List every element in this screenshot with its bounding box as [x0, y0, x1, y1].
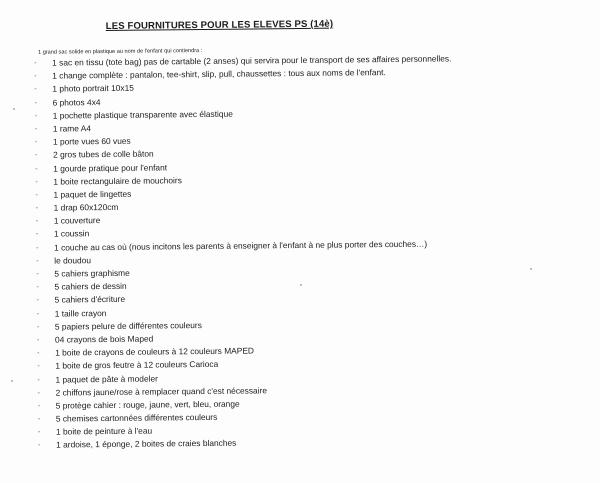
supply-item: - 5 protège cahier : rouge, jaune, vert, bleu, orange — [38, 395, 455, 413]
supply-item: - 1 taille crayon — [37, 303, 454, 321]
supply-item: - 2 chiffons jaune/rose à remplacer quand c'est nécessaire — [38, 382, 455, 400]
supply-item: - 1 porte vues 60 vues — [35, 132, 452, 150]
supply-item: - 5 chemises cartonnées différentes couleurs — [38, 408, 455, 426]
supply-item: - 1 change complète : pantalon, tee-shirt, slip, pull, chaussettes : tous aux noms de l'enfant. — [34, 66, 451, 84]
supply-item: - 1 ardoise, 1 éponge, 2 boites de craies blanches — [38, 435, 455, 453]
supply-list — [34, 52, 455, 452]
supply-item: - 1 couverture — [36, 211, 453, 229]
supply-item: - 1 paquet de lingettes — [35, 184, 452, 202]
supply-item: - 1 gourde pratique pour l'enfant — [35, 158, 452, 176]
supply-item: - 2 gros tubes de colle bâton — [35, 145, 452, 163]
supply-item: - 1 photo portrait 10x15 — [34, 79, 451, 97]
supply-item: - 04 crayons de bois Maped — [37, 329, 454, 347]
supply-item: - 1 rame A4 — [35, 118, 452, 136]
supply-item: - 1 pochette plastique transparente avec élastique — [35, 105, 452, 123]
scan-speck — [530, 268, 532, 270]
supply-item: - le doudou — [36, 250, 453, 268]
page-title: LES FOURNITURES POUR LES ELEVES PS (14è) — [105, 18, 334, 33]
supply-item: - 5 cahiers d'écriture — [37, 290, 454, 308]
supply-item: - 1 boite de crayons de couleurs à 12 couleurs MAPED — [37, 343, 454, 361]
supply-item: - 1 couche au cas où (nous incitons les parents à enseigner à l'enfant à ne plus porter des couches…) — [36, 237, 453, 255]
supply-item: - 1 boite de gros feutre à 12 couleurs Carioca — [37, 356, 454, 374]
intro-line: 1 grand sac solide en plastique au nom de l'enfant qui contiendra : — [37, 48, 203, 56]
supply-item: - 6 photos 4x4 — [34, 92, 451, 110]
supply-item: - 1 drap 60x120cm — [36, 197, 453, 215]
supply-item: - 5 cahiers de dessin — [36, 277, 453, 295]
supply-item: - 1 paquet de pâte à modeler — [37, 369, 454, 387]
supply-item: - 5 papiers pelure de différentes couleurs — [37, 316, 454, 334]
supply-item: - 5 cahiers graphisme — [36, 263, 453, 281]
supply-item: - 1 coussin — [36, 224, 453, 242]
supply-item: - 1 boite de peinture à l'eau — [38, 422, 455, 440]
supply-item: - 1 boite rectangulaire de mouchoirs — [35, 171, 452, 189]
scan-speck — [13, 108, 15, 110]
scan-speck — [300, 284, 302, 286]
supply-item: - 1 sac en tissu (tote bag) pas de cartable (2 anses) qui servira pour le transport de ses affaires personnelles. — [34, 52, 451, 70]
scan-speck — [11, 380, 13, 382]
